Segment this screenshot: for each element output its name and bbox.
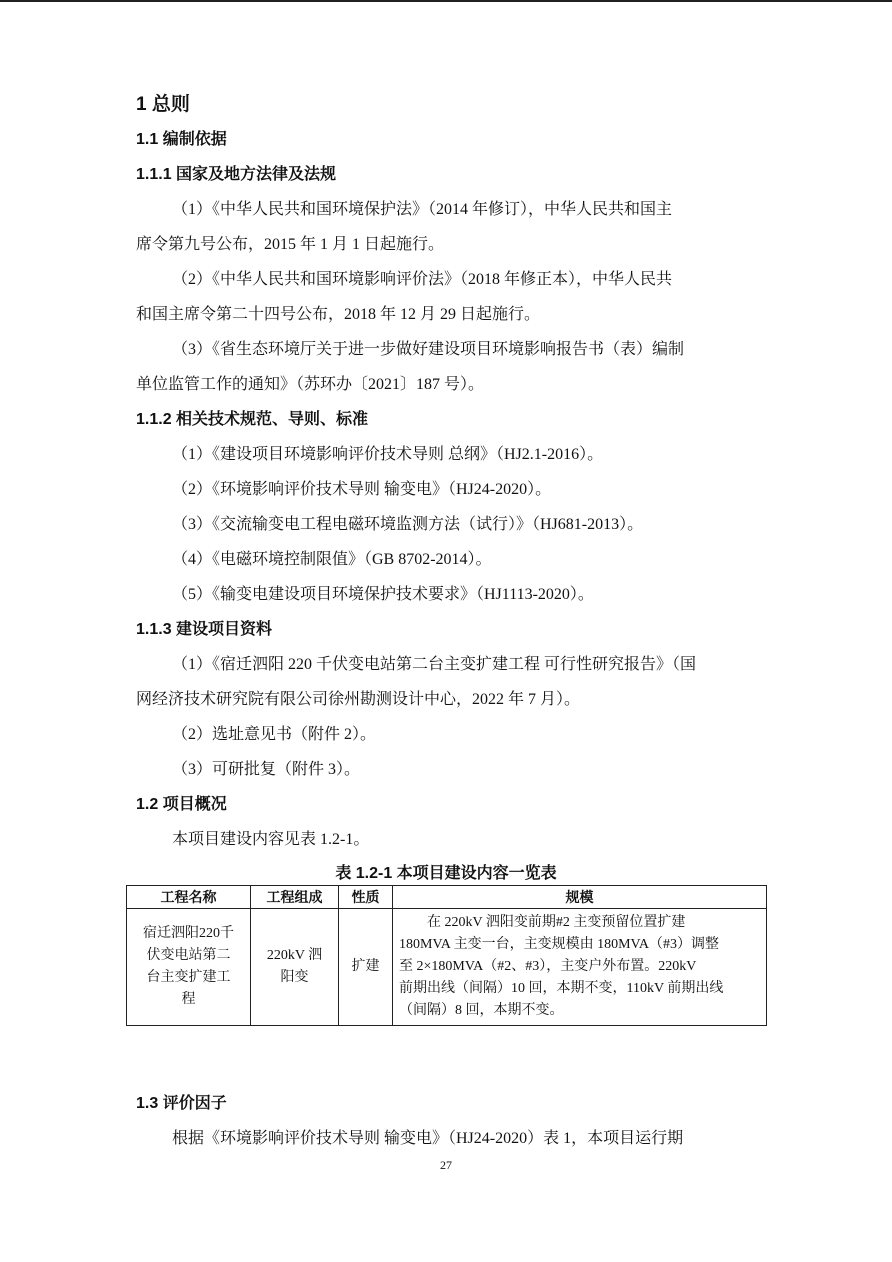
- law-item-1-line-2: 席令第九号公布，2015 年 1 月 1 日起施行。: [136, 236, 445, 253]
- project-content-table: [126, 885, 767, 1026]
- cell-project-name: 宿迁泗阳220千 伏变电站第二 台主变扩建工 程: [127, 909, 251, 1026]
- law-item-2-line-1: （2）《中华人民共和国环境影响评价法》（2018 年修正本），中华人民共: [172, 271, 673, 288]
- section-1-2-intro: 本项目建设内容见表 1.2-1。: [172, 831, 370, 848]
- standard-item-2: （2）《环境影响评价技术导则 输变电》（HJ24-2020）。: [172, 481, 552, 498]
- table-caption: 表 1.2-1 本项目建设内容一览表: [335, 865, 557, 882]
- cell-scale: 在 220kV 泗阳变前期#2 主变预留位置扩建 180MVA 主变一台，主变规模由 180MVA（#3）调整 至 2×180MVA（#2、#3），主变户外布置。220kV 前期出线（间隔）10 回，本期不变，110kV 前期出线 （间隔）8 回，本期不变。: [393, 909, 767, 1026]
- law-item-3-line-2: 单位监管工作的通知》（苏环办〔2021〕187 号）。: [136, 376, 485, 393]
- law-item-1-line-1: （1）《中华人民共和国环境保护法》（2014 年修订），中华人民共和国主: [172, 201, 673, 218]
- project-doc-item-1-line-2: 网经济技术研究院有限公司徐州勘测设计中心，2022 年 7 月）。: [136, 691, 581, 708]
- section-1-3-text: 根据《环境影响评价技术导则 输变电》（HJ24-2020）表 1，本项目运行期: [172, 1130, 684, 1147]
- section-1-1-heading: 1.1 编制依据: [136, 131, 227, 148]
- section-1-2-heading: 1.2 项目概况: [136, 796, 227, 813]
- section-1-1-3-heading: 1.1.3 建设项目资料: [136, 621, 273, 638]
- cell-nature: 扩建: [339, 909, 393, 1026]
- header-scale: 规模: [393, 886, 767, 909]
- section-1-1-1-heading: 1.1.1 国家及地方法律及法规: [136, 166, 337, 183]
- table-row: [127, 909, 767, 1026]
- header-nature: 性质: [339, 886, 393, 909]
- project-doc-item-3: （3）可研批复（附件 3）。: [172, 761, 361, 778]
- standard-item-4: （4）《电磁环境控制限值》（GB 8702-2014）。: [172, 551, 492, 568]
- page-number: 27: [440, 1158, 452, 1172]
- standard-item-3: （3）《交流输变电工程电磁环境监测方法（试行）》（HJ681-2013）。: [172, 516, 644, 533]
- cell-composition: 220kV 泗 阳变: [251, 909, 339, 1026]
- project-doc-item-2: （2）选址意见书（附件 2）。: [172, 726, 377, 743]
- law-item-3-line-1: （3）《省生态环境厅关于进一步做好建设项目环境影响报告书（表）编制: [172, 341, 685, 358]
- section-1-1-2-heading: 1.1.2 相关技术规范、导则、标准: [136, 411, 369, 428]
- project-doc-item-1-line-1: （1）《宿迁泗阳 220 千伏变电站第二台主变扩建工程 可行性研究报告》（国: [172, 656, 697, 673]
- page-top-border: [0, 0, 892, 2]
- standard-item-5: （5）《输变电建设项目环境保护技术要求》（HJ1113-2020）。: [172, 586, 594, 603]
- standard-item-1: （1）《建设项目环境影响评价技术导则 总纲》（HJ2.1-2016）。: [172, 446, 604, 463]
- law-item-2-line-2: 和国主席令第二十四号公布，2018 年 12 月 29 日起施行。: [136, 306, 541, 323]
- header-project-name: 工程名称: [127, 886, 251, 909]
- section-1-3-heading: 1.3 评价因子: [136, 1095, 227, 1112]
- table-header-row: [127, 886, 767, 909]
- section-1-heading: 1 总则: [136, 94, 190, 115]
- header-composition: 工程组成: [251, 886, 339, 909]
